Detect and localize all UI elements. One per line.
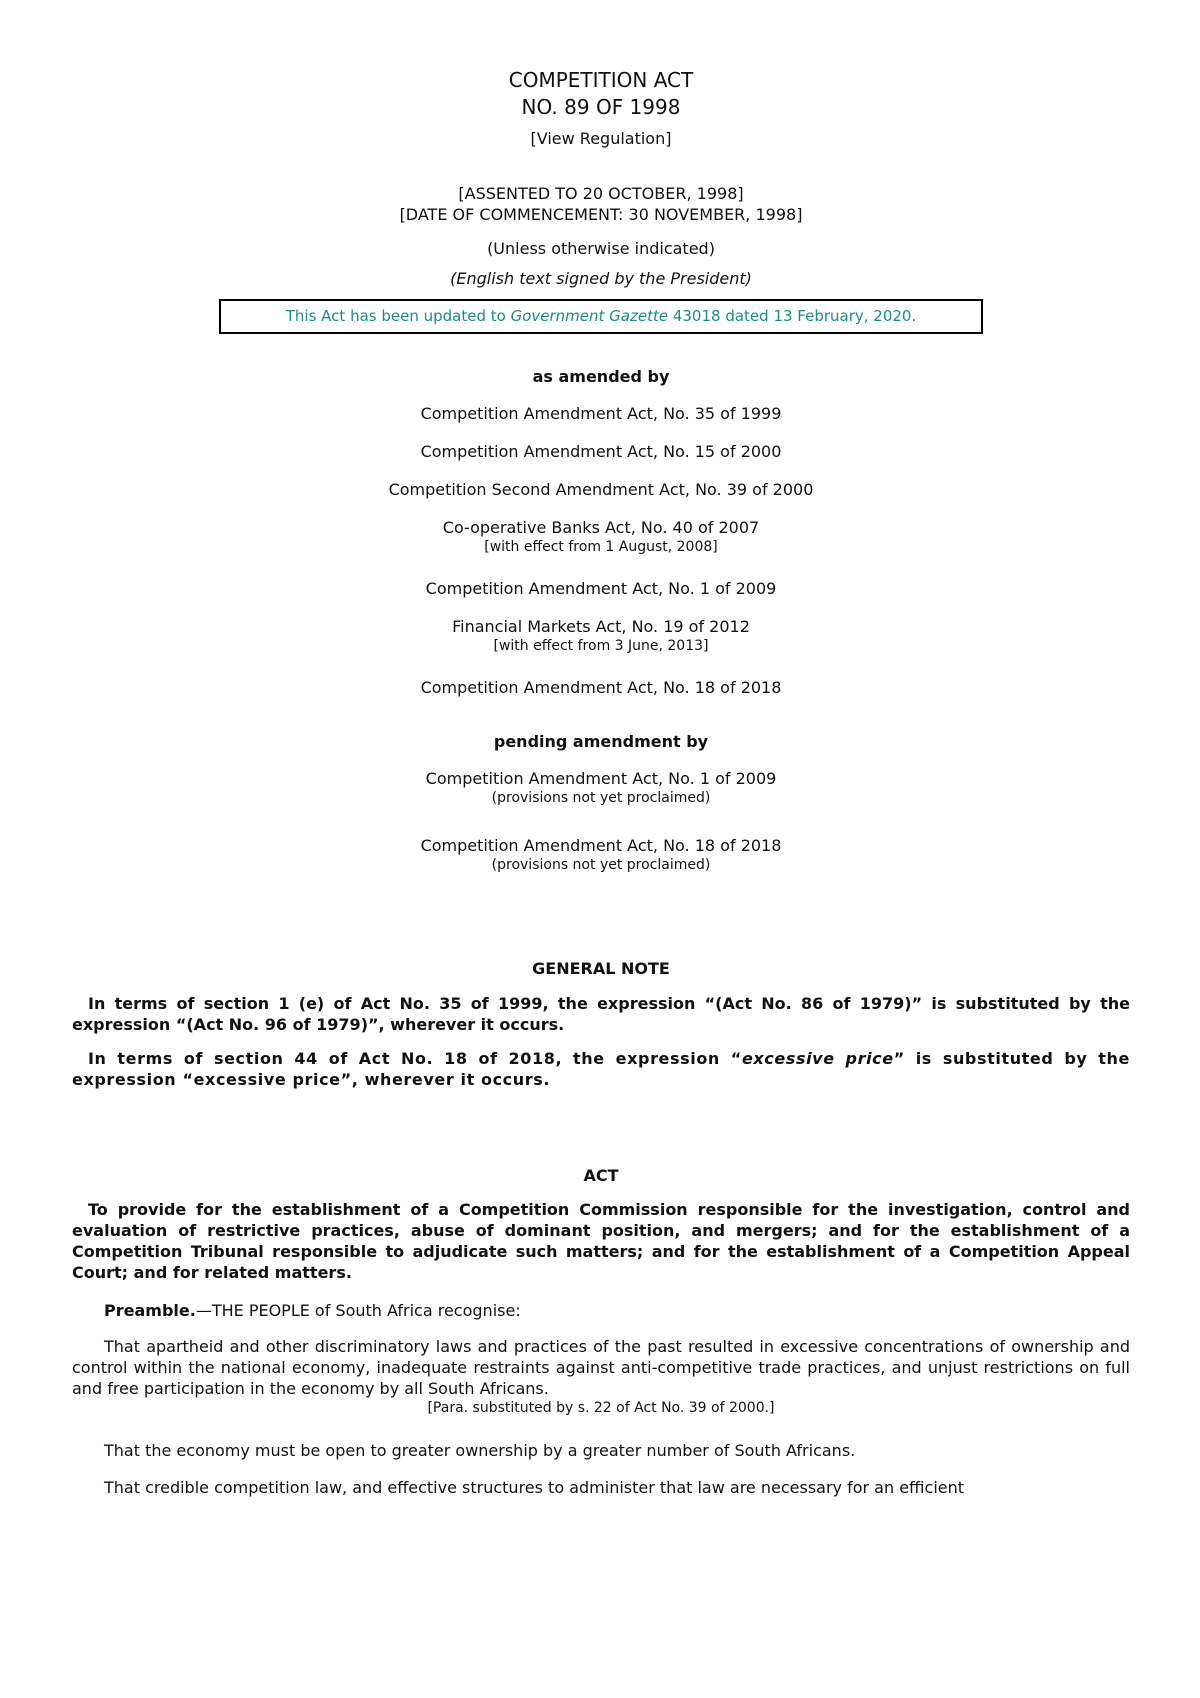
- act-heading: ACT: [583, 1166, 619, 1185]
- view-regulation-link[interactable]: [View Regulation]: [530, 129, 672, 148]
- amendment-effect-note: [with effect from 3 June, 2013]: [493, 638, 709, 654]
- pending-amendment-heading: pending amendment by: [493, 732, 709, 751]
- pending-title: Competition Amendment Act, No. 18 of 2018: [420, 836, 782, 855]
- amendment-title: Competition Amendment Act, No. 15 of 2000: [420, 442, 782, 461]
- substitution-note: [Para. substituted by s. 22 of Act No. 39 of 2000.]: [427, 1400, 775, 1416]
- act-long-title: To provide for the establishment of a Competition Commission responsible for the investigation, control and evaluation of restrictive practices, abuse of dominant position, and mergers; and for the establishment of a Competition Tribunal responsible to adjudicate such matters; and for the establishment of a Competition Appeal Court; and for related matters.: [72, 1200, 1130, 1282]
- amendment-effect-note: [with effect from 1 August, 2008]: [484, 539, 718, 555]
- excessive-price-term: excessive price: [741, 1049, 894, 1068]
- pending-status-note: (provisions not yet proclaimed): [491, 790, 711, 806]
- gazette-link[interactable]: Government Gazette: [510, 307, 669, 325]
- general-note-para-2-start: In terms of section 44 of Act No. 18 of 2018, the expression “: [88, 1049, 742, 1068]
- amendment-title: Competition Amendment Act, No. 18 of 2018: [420, 678, 782, 697]
- pending-status-note: (provisions not yet proclaimed): [491, 857, 711, 873]
- pending-item[interactable]: [72, 768, 1130, 807]
- amendment-title: Financial Markets Act, No. 19 of 2012: [452, 617, 750, 636]
- amendment-item[interactable]: [72, 616, 1130, 655]
- commencement-date: [DATE OF COMMENCEMENT: 30 NOVEMBER, 1998]: [399, 205, 803, 224]
- amendment-item[interactable]: [72, 677, 1130, 698]
- general-note-para-1: In terms of section 1 (e) of Act No. 35 of 1999, the expression “(Act No. 86 of 1979)” is substituted by the expression “(Act No. 96 of 1979)”, wherever it occurs.: [72, 994, 1130, 1034]
- preamble: [72, 1301, 1130, 1320]
- amendment-title: Competition Second Amendment Act, No. 39 of 2000: [388, 480, 814, 499]
- unless-indicated-note: (Unless otherwise indicated): [487, 239, 715, 258]
- preamble-para-1: That apartheid and other discriminatory laws and practices of the past resulted in excessive concentrations of ownership and control within the national economy, inadequate restraints against anti-competitive trade practices, and unjust restrictions on full and free participation in the economy by all South Africans.: [72, 1337, 1130, 1398]
- pending-title: Competition Amendment Act, No. 1 of 2009: [425, 769, 777, 788]
- amendment-item[interactable]: [72, 403, 1130, 424]
- document-page: [72, 0, 1130, 1498]
- preamble-label: Preamble.: [104, 1301, 196, 1320]
- amended-by-heading: as amended by: [532, 367, 670, 386]
- general-note-para-2-end: ” is substituted by the expression “excessive price”, wherever it occurs.: [72, 1049, 1130, 1089]
- amendment-item[interactable]: [72, 479, 1130, 500]
- preamble-para-3: That credible competition law, and effective structures to administer that law are necessary for an efficient: [104, 1478, 965, 1497]
- assent-date: [ASSENTED TO 20 OCTOBER, 1998]: [458, 184, 744, 203]
- update-notice-prefix: This Act has been updated to: [285, 307, 511, 325]
- general-note-para-2: [72, 1048, 1130, 1090]
- update-notice-suffix: 43018 dated 13 February, 2020.: [668, 307, 917, 325]
- amendment-title: Co-operative Banks Act, No. 40 of 2007: [442, 518, 760, 537]
- amendment-item[interactable]: [72, 517, 1130, 556]
- update-notice-box: [219, 299, 983, 334]
- amendment-title: Competition Amendment Act, No. 1 of 2009: [425, 579, 777, 598]
- preamble-text: —THE PEOPLE of South Africa recognise:: [195, 1301, 521, 1320]
- amendment-item[interactable]: [72, 441, 1130, 462]
- signed-note: (English text signed by the President): [450, 269, 752, 288]
- act-number: NO. 89 OF 1998: [521, 95, 681, 119]
- amendment-item[interactable]: [72, 578, 1130, 599]
- general-note-heading: GENERAL NOTE: [532, 959, 670, 978]
- preamble-para-2: That the economy must be open to greater ownership by a greater number of South Africans.: [104, 1441, 856, 1460]
- pending-item[interactable]: [72, 835, 1130, 874]
- amendment-title: Competition Amendment Act, No. 35 of 1999: [420, 404, 782, 423]
- act-title: COMPETITION ACT: [508, 68, 694, 92]
